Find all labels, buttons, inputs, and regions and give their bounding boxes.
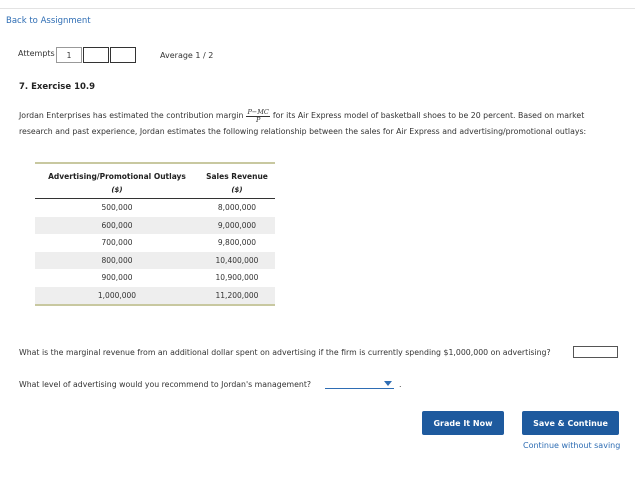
back-to-assignment-link[interactable]: Back to Assignment [6,16,91,26]
cell-sales: 11,200,000 [215,290,259,300]
top-divider [0,0,635,9]
cell-sales: 10,400,000 [215,255,259,265]
attempt-box-2 [83,47,109,63]
continue-without-saving-link[interactable]: Continue without saving [523,441,621,450]
cell-sales: 9,000,000 [217,220,257,230]
cell-sales: 9,800,000 [217,238,257,248]
question-advertising-level: What level of advertising would you recommend to Jordan's management? [19,380,312,389]
cell-advertising: 700,000 [101,238,133,248]
exercise-text-part2: for its Air Express model of basketball shoes to be 20 percent. Based on market research and past experience, Jordan estimates the following relationship between the sales for Air Express and advertising/promotional outlays: [19,111,587,136]
contribution-margin-fraction [246,109,269,124]
save-and-continue-button[interactable]: Save & Continue [522,411,619,435]
cell-advertising: 600,000 [101,220,133,230]
cell-advertising: 1,000,000 [97,290,137,300]
exercise-text [19,108,619,140]
fraction-denominator: P [255,115,261,124]
cell-sales: 8,000,000 [217,203,257,213]
chevron-down-icon [384,381,392,386]
sales-advertising-table [35,162,275,306]
attempt-box-1: 1 [56,47,82,63]
units-advertising: ($) [111,186,123,194]
cell-advertising: 900,000 [101,273,133,283]
attempts-label: Attempts [18,49,55,58]
average-value: 1 / 2 [195,51,214,60]
attempt-box-3 [110,47,136,63]
grade-it-now-button[interactable]: Grade It Now [422,411,504,435]
marginal-revenue-input[interactable] [573,346,618,358]
table-header-row [35,164,275,181]
table-units-row [35,181,275,199]
cell-advertising: 800,000 [101,255,133,265]
average-label: Average [160,51,193,60]
attempts-tracker [56,47,137,63]
question-marginal-revenue: What is the marginal revenue from an additional dollar spent on advertising if the firm is currently spending $1,000,000 on advertising? [19,348,551,357]
average-score [160,51,213,60]
table-row [35,217,275,235]
header-sales-revenue: Sales Revenue [206,172,268,181]
question-suffix: . [399,380,402,389]
table-row [35,269,275,287]
cell-advertising: 500,000 [101,203,133,213]
exercise-text-part1: Jordan Enterprises has estimated the contribution margin [19,111,244,120]
table-row [35,234,275,252]
fraction-numerator: P−MC [247,107,269,116]
cell-sales: 10,900,000 [215,273,259,283]
table-bottom-rule [35,304,275,306]
table-row [35,252,275,270]
table-row [35,287,275,305]
header-advertising: Advertising/Promotional Outlays [48,172,186,181]
table-row [35,199,275,217]
exercise-title: 7. Exercise 10.9 [19,82,96,92]
advertising-level-dropdown[interactable] [325,378,394,389]
units-sales-revenue: ($) [231,186,243,194]
